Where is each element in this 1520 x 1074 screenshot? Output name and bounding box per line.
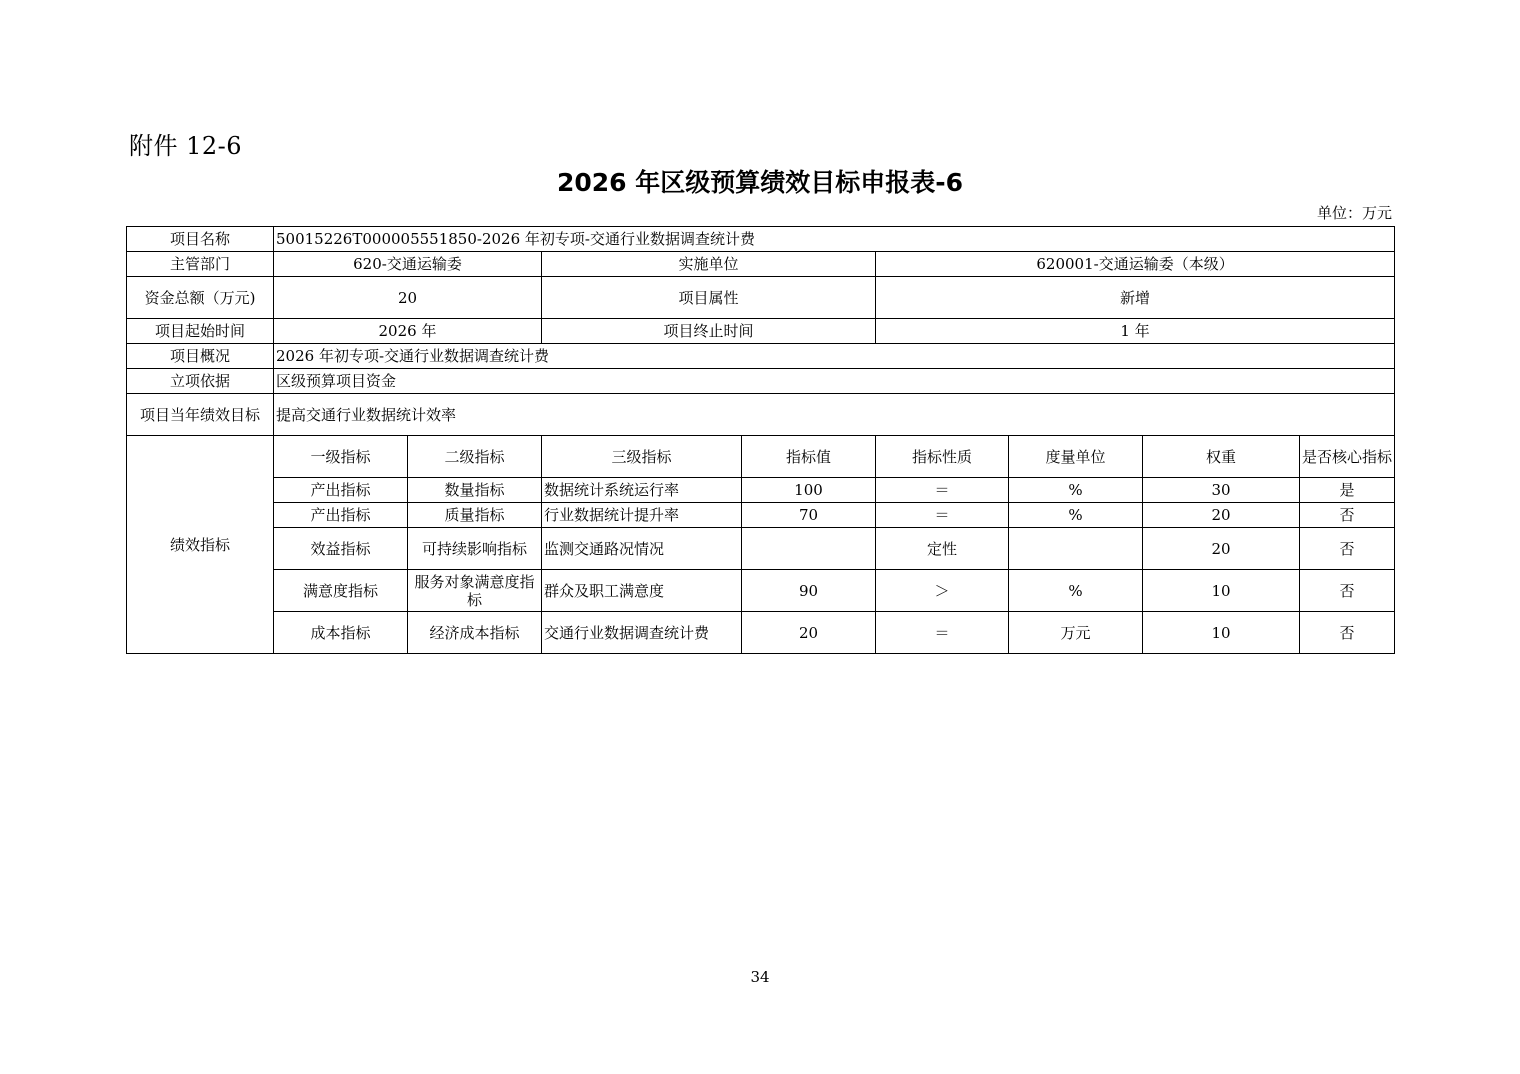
row-project-name	[127, 227, 1395, 252]
unit-label: 单位：万元	[1316, 204, 1392, 222]
indicator-row	[127, 528, 1395, 570]
header-level2: 二级指标	[408, 436, 542, 478]
goal-label: 项目当年绩效目标	[127, 394, 274, 436]
impl-value: 620001-交通运输委（本级）	[876, 252, 1395, 277]
header-weight: 权重	[1143, 436, 1300, 478]
cell-value: 70	[742, 503, 876, 528]
header-value: 指标值	[742, 436, 876, 478]
cell-level2: 服务对象满意度指标	[408, 570, 542, 612]
perf-label: 绩效指标	[127, 436, 274, 654]
cell-level1: 产出指标	[274, 503, 408, 528]
impl-label: 实施单位	[542, 252, 876, 277]
cell-level1: 成本指标	[274, 612, 408, 654]
cell-nature: ＝	[876, 503, 1009, 528]
dept-value: 620-交通运输委	[274, 252, 542, 277]
header-level3: 三级指标	[542, 436, 742, 478]
basis-value: 区级预算项目资金	[274, 369, 1395, 394]
cell-core: 否	[1300, 612, 1395, 654]
cell-level1: 满意度指标	[274, 570, 408, 612]
indicator-row	[127, 478, 1395, 503]
cell-level3: 监测交通路况情况	[542, 528, 742, 570]
cell-level1: 产出指标	[274, 478, 408, 503]
dept-label: 主管部门	[127, 252, 274, 277]
header-level1: 一级指标	[274, 436, 408, 478]
cell-weight: 10	[1143, 612, 1300, 654]
row-overview	[127, 344, 1395, 369]
cell-level2: 数量指标	[408, 478, 542, 503]
cell-unit: 万元	[1009, 612, 1143, 654]
cell-unit: %	[1009, 478, 1143, 503]
cell-level3: 行业数据统计提升率	[542, 503, 742, 528]
header-nature: 指标性质	[876, 436, 1009, 478]
goal-value: 提高交通行业数据统计效率	[274, 394, 1395, 436]
cell-value: 90	[742, 570, 876, 612]
overview-value: 2026 年初专项-交通行业数据调查统计费	[274, 344, 1395, 369]
indicator-row	[127, 612, 1395, 654]
cell-core: 是	[1300, 478, 1395, 503]
cell-core: 否	[1300, 503, 1395, 528]
cell-nature: 定性	[876, 528, 1009, 570]
attachment-label: 附件 12-6	[129, 132, 243, 160]
page-title: 2026 年区级预算绩效目标申报表-6	[556, 168, 964, 197]
cell-value: 20	[742, 612, 876, 654]
attr-label: 项目属性	[542, 277, 876, 319]
cell-weight: 20	[1143, 503, 1300, 528]
row-period	[127, 319, 1395, 344]
row-basis	[127, 369, 1395, 394]
basis-label: 立项依据	[127, 369, 274, 394]
row-department	[127, 252, 1395, 277]
cell-level3: 数据统计系统运行率	[542, 478, 742, 503]
cell-unit: %	[1009, 570, 1143, 612]
end-value: 1 年	[876, 319, 1395, 344]
indicator-row	[127, 570, 1395, 612]
fund-label: 资金总额（万元)	[127, 277, 274, 319]
header-core: 是否核心指标	[1300, 436, 1395, 478]
indicator-header-row	[127, 436, 1395, 478]
row-goal	[127, 394, 1395, 436]
start-label: 项目起始时间	[127, 319, 274, 344]
cell-value: 100	[742, 478, 876, 503]
cell-nature: ＝	[876, 612, 1009, 654]
cell-level1: 效益指标	[274, 528, 408, 570]
cell-level2: 经济成本指标	[408, 612, 542, 654]
budget-performance-table	[126, 226, 1395, 654]
attr-value: 新增	[876, 277, 1395, 319]
cell-weight: 20	[1143, 528, 1300, 570]
project-name-label: 项目名称	[127, 227, 274, 252]
overview-label: 项目概况	[127, 344, 274, 369]
cell-unit	[1009, 528, 1143, 570]
cell-nature: ＝	[876, 478, 1009, 503]
cell-weight: 30	[1143, 478, 1300, 503]
cell-level2: 质量指标	[408, 503, 542, 528]
cell-nature: ＞	[876, 570, 1009, 612]
end-label: 项目终止时间	[542, 319, 876, 344]
page-number: 34	[750, 968, 770, 986]
row-fund	[127, 277, 1395, 319]
indicator-row	[127, 503, 1395, 528]
cell-core: 否	[1300, 528, 1395, 570]
header-unit: 度量单位	[1009, 436, 1143, 478]
cell-core: 否	[1300, 570, 1395, 612]
cell-unit: %	[1009, 503, 1143, 528]
cell-weight: 10	[1143, 570, 1300, 612]
cell-value	[742, 528, 876, 570]
fund-value: 20	[274, 277, 542, 319]
cell-level3: 群众及职工满意度	[542, 570, 742, 612]
project-name-value: 50015226T000005551850-2026 年初专项-交通行业数据调查统计费	[274, 227, 1395, 252]
cell-level2: 可持续影响指标	[408, 528, 542, 570]
cell-level3: 交通行业数据调查统计费	[542, 612, 742, 654]
start-value: 2026 年	[274, 319, 542, 344]
